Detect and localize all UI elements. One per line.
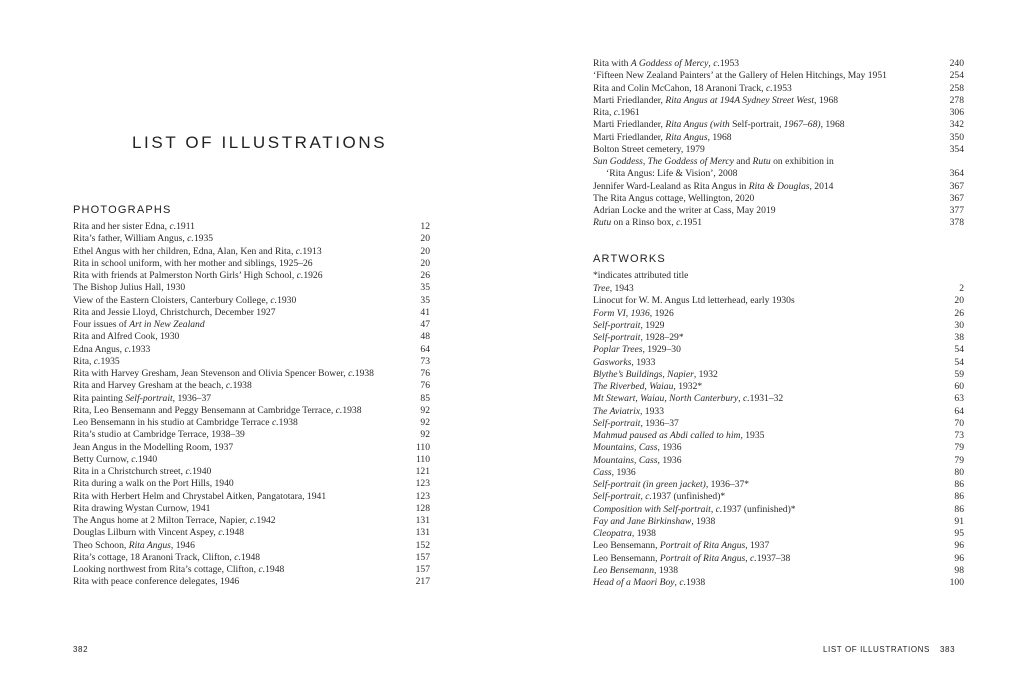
item-caption: Rutu on a Rinso box, c.1951 xyxy=(593,217,703,229)
item-caption: Rita with Herbert Helm and Chrystabel Aitken, Pangatotara, 1941 xyxy=(73,490,327,502)
item-caption: Self-portrait, 1936–37 xyxy=(593,417,679,429)
item-caption: Mahmud paused as Abdi called to him, 1935 xyxy=(593,430,765,441)
item-caption: Leo Bensemann, 1938 xyxy=(593,564,678,576)
left-page-number: 382 xyxy=(73,645,89,654)
list-item xyxy=(593,144,964,156)
item-caption: Rita and Harvey Gresham at the beach, c.1938 xyxy=(73,380,252,392)
item-page-number: 157 xyxy=(415,564,430,575)
item-page-number: 30 xyxy=(954,319,964,331)
item-page-number: 92 xyxy=(420,429,430,441)
item-caption: Rita with peace conference delegates, 1946 xyxy=(73,576,240,588)
item-page-number: 63 xyxy=(954,393,964,405)
item-caption: Mountains, Cass, 1936 xyxy=(593,442,682,454)
list-item xyxy=(73,466,430,478)
item-page-number: 91 xyxy=(954,515,964,527)
list-item xyxy=(593,540,964,552)
list-item xyxy=(593,491,964,503)
list-item xyxy=(73,552,430,564)
list-item xyxy=(73,515,430,527)
list-item xyxy=(593,553,964,565)
list-item xyxy=(593,418,964,430)
item-caption: Marti Friedlander, Rita Angus, 1968 xyxy=(593,131,732,143)
item-page-number: 92 xyxy=(420,404,430,416)
item-caption: Composition with Self-portrait, c.1937 (unfinished)* xyxy=(593,503,796,515)
list-item xyxy=(593,58,964,70)
item-caption: Cass, 1936 xyxy=(593,466,636,478)
list-item xyxy=(593,467,964,479)
item-caption: Four issues of Art in New Zealand xyxy=(73,319,205,330)
item-page-number: 48 xyxy=(420,331,430,343)
item-page-number: 73 xyxy=(954,430,964,441)
list-item xyxy=(73,356,430,368)
item-caption: Rita and Alfred Cook, 1930 xyxy=(73,331,180,343)
artworks-list xyxy=(593,283,964,589)
item-caption: Rita’s studio at Cambridge Terrace, 1938–39 xyxy=(73,429,245,441)
list-item xyxy=(593,455,964,467)
list-item xyxy=(593,95,964,107)
item-caption: Looking northwest from Rita’s cottage, Clifton, c.1948 xyxy=(73,564,285,575)
artworks-heading: ARTWORKS xyxy=(593,253,666,265)
list-item xyxy=(73,221,430,233)
item-page-number: 96 xyxy=(954,552,964,564)
list-item xyxy=(73,478,430,490)
item-page-number: 110 xyxy=(415,441,430,453)
list-item xyxy=(73,576,430,588)
item-caption: Tree, 1943 xyxy=(593,283,634,294)
item-page-number: 378 xyxy=(949,217,964,229)
item-page-number: 59 xyxy=(954,368,964,380)
item-page-number: 152 xyxy=(415,539,430,551)
item-page-number: 367 xyxy=(949,180,964,192)
list-item xyxy=(73,295,430,307)
list-item xyxy=(73,442,430,454)
item-caption: Self-portrait, 1929 xyxy=(593,319,665,331)
item-page-number: 123 xyxy=(415,490,430,502)
item-page-number: 80 xyxy=(954,466,964,478)
item-page-number: 20 xyxy=(420,257,430,269)
item-caption: Fay and Jane Birkinshaw, 1938 xyxy=(593,515,716,527)
item-page-number: 20 xyxy=(420,245,430,257)
list-item xyxy=(593,193,964,205)
item-caption: Rita’s cottage, 18 Aranoni Track, Clifton, c.1948 xyxy=(73,551,261,563)
list-item xyxy=(593,393,964,405)
list-item xyxy=(73,564,430,576)
list-item xyxy=(593,369,964,381)
item-page-number: 35 xyxy=(420,294,430,306)
list-item xyxy=(593,357,964,369)
item-caption: Rita, Leo Bensemann and Peggy Bensemann at Cambridge Terrace, c.1938 xyxy=(73,404,362,416)
item-page-number: 342 xyxy=(949,119,964,131)
item-caption: Rita and her sister Edna, c.1911 xyxy=(73,221,195,232)
list-item xyxy=(593,577,964,589)
item-page-number: 350 xyxy=(949,131,964,143)
list-item xyxy=(593,565,964,577)
item-caption: Ethel Angus with her children, Edna, Alan, Ken and Rita, c.1913 xyxy=(73,245,322,257)
item-page-number: 110 xyxy=(415,453,430,465)
list-item xyxy=(73,368,430,380)
item-page-number: 38 xyxy=(954,332,964,343)
item-page-number: 92 xyxy=(420,417,430,428)
photographs-heading: PHOTOGRAPHS xyxy=(73,204,172,216)
item-caption: Poplar Trees, 1929–30 xyxy=(593,344,681,356)
item-page-number: 73 xyxy=(420,355,430,367)
item-page-number: 12 xyxy=(420,221,430,232)
item-page-number: 367 xyxy=(949,192,964,204)
list-item xyxy=(593,504,964,516)
item-page-number: 76 xyxy=(420,380,430,392)
item-page-number: 86 xyxy=(954,491,964,503)
list-item xyxy=(73,417,430,429)
list-item xyxy=(593,83,964,95)
item-caption: Marti Friedlander, Rita Angus (with Self-portrait, 1967–68), 1968 xyxy=(593,119,845,131)
item-page-number: 70 xyxy=(954,417,964,429)
item-caption: Douglas Lilburn with Vincent Aspey, c.1948 xyxy=(73,527,245,539)
list-item xyxy=(73,344,430,356)
list-item xyxy=(593,156,964,181)
item-page-number: 47 xyxy=(420,319,430,330)
item-caption: ‘Fifteen New Zealand Painters’ at the Gallery of Helen Hitchings, May 1951 xyxy=(593,70,887,82)
item-caption: Linocut for W. M. Angus Ltd letterhead, early 1930s xyxy=(593,295,795,307)
item-page-number: 123 xyxy=(415,478,430,490)
item-page-number: 85 xyxy=(420,392,430,404)
item-caption: The Riverbed, Waiau, 1932* xyxy=(593,381,703,392)
list-item xyxy=(593,107,964,119)
list-item xyxy=(593,132,964,144)
list-item xyxy=(593,283,964,295)
item-caption: Gasworks, 1933 xyxy=(593,356,656,368)
list-item xyxy=(73,380,430,392)
item-caption: Rita with A Goddess of Mercy, c.1953 xyxy=(593,58,740,69)
item-caption: Mt Stewart, Waiau, North Canterbury, c.1931–32 xyxy=(593,393,784,405)
item-caption: Theo Schoon, Rita Angus, 1946 xyxy=(73,539,195,551)
item-page-number: 26 xyxy=(420,270,430,281)
list-item xyxy=(73,503,430,515)
item-page-number: 254 xyxy=(949,70,964,82)
list-item xyxy=(73,405,430,417)
list-item xyxy=(593,320,964,332)
item-caption: Betty Curnow, c.1940 xyxy=(73,453,158,465)
page-title: LIST OF ILLUSTRATIONS xyxy=(132,133,388,152)
list-item xyxy=(593,381,964,393)
item-caption: Marti Friedlander, Rita Angus at 194A Sydney Street West, 1968 xyxy=(593,94,839,106)
item-page-number: 79 xyxy=(954,442,964,454)
item-page-number: 128 xyxy=(415,502,430,514)
item-caption: Rita, c.1961 xyxy=(593,107,640,118)
list-item xyxy=(593,406,964,418)
item-page-number: 278 xyxy=(949,94,964,106)
item-caption: Rita painting Self-portrait, 1936–37 xyxy=(73,392,212,404)
item-caption: Mountains, Cass, 1936 xyxy=(593,454,682,466)
item-page-number: 76 xyxy=(420,368,430,379)
item-page-number: 100 xyxy=(949,577,964,588)
item-page-number: 35 xyxy=(420,282,430,294)
list-item xyxy=(73,270,430,282)
item-page-number: 354 xyxy=(949,143,964,155)
item-caption: Rita with Harvey Gresham, Jean Stevenson and Olivia Spencer Bower, c.1938 xyxy=(73,368,374,379)
list-item xyxy=(593,205,964,217)
item-caption: Sun Goddess, The Goddess of Mercy and Rutu on exhibition in ‘Rita Angus: Life & Vision’, 2008 xyxy=(593,156,834,180)
item-page-number: 79 xyxy=(954,454,964,466)
item-caption: Rita’s father, William Angus, c.1935 xyxy=(73,233,214,245)
list-item xyxy=(73,491,430,503)
item-caption: Self-portrait, c.1937 (unfinished)* xyxy=(593,491,726,503)
item-page-number: 64 xyxy=(954,405,964,417)
item-caption: Adrian Locke and the writer at Cass, May 2019 xyxy=(593,205,776,216)
list-item xyxy=(73,393,430,405)
item-caption: Leo Bensemann, Portrait of Rita Angus, 1937 xyxy=(593,540,770,552)
item-page-number: 157 xyxy=(415,551,430,563)
item-caption: Jean Angus in the Modelling Room, 1937 xyxy=(73,441,234,453)
list-item xyxy=(73,246,430,258)
item-caption: The Bishop Julius Hall, 1930 xyxy=(73,282,186,294)
item-caption: Rita drawing Wystan Curnow, 1941 xyxy=(73,502,211,514)
list-item xyxy=(73,454,430,466)
list-item xyxy=(593,430,964,442)
running-head: LIST OF ILLUSTRATIONS xyxy=(823,645,930,654)
photographs-continued-list xyxy=(593,58,964,230)
item-page-number: 86 xyxy=(954,503,964,515)
list-item xyxy=(73,233,430,245)
item-page-number: 54 xyxy=(954,344,964,356)
list-item xyxy=(73,282,430,294)
item-page-number: 121 xyxy=(415,466,430,477)
list-item xyxy=(593,119,964,131)
item-caption: Cleopatra, 1938 xyxy=(593,528,656,539)
item-caption: Self-portrait, 1928–29* xyxy=(593,332,684,343)
list-item xyxy=(593,181,964,193)
item-caption: View of the Eastern Cloisters, Canterbury College, c.1930 xyxy=(73,294,297,306)
item-page-number: 41 xyxy=(420,306,430,318)
item-caption: Head of a Maori Boy, c.1938 xyxy=(593,577,706,588)
item-page-number: 98 xyxy=(954,564,964,576)
item-caption: Blythe’s Buildings, Napier, 1932 xyxy=(593,368,718,380)
item-caption: Rita, c.1935 xyxy=(73,355,120,367)
item-caption: Leo Bensemann in his studio at Cambridge Terrace c.1938 xyxy=(73,417,298,428)
item-caption: The Angus home at 2 Milton Terrace, Napier, c.1942 xyxy=(73,515,276,526)
item-page-number: 240 xyxy=(949,58,964,69)
item-caption: Edna Angus, c.1933 xyxy=(73,343,151,355)
item-page-number: 131 xyxy=(415,527,430,539)
photographs-list xyxy=(73,221,430,589)
item-page-number: 60 xyxy=(954,381,964,392)
item-page-number: 54 xyxy=(954,356,964,368)
item-page-number: 86 xyxy=(954,479,964,490)
item-caption: Rita with friends at Palmerston North Girls’ High School, c.1926 xyxy=(73,270,323,281)
item-page-number: 26 xyxy=(954,307,964,319)
list-item xyxy=(593,308,964,320)
item-caption: Rita and Colin McCahon, 18 Aranoni Track, c.1953 xyxy=(593,82,792,94)
item-caption: Rita in school uniform, with her mother and siblings, 1925–26 xyxy=(73,257,313,269)
right-page-number: 383 xyxy=(940,645,956,654)
list-item xyxy=(593,442,964,454)
list-item xyxy=(73,429,430,441)
list-item xyxy=(593,70,964,82)
item-caption: Rita in a Christchurch street, c.1940 xyxy=(73,466,212,477)
item-page-number: 306 xyxy=(949,107,964,118)
right-page xyxy=(512,0,1024,693)
item-page-number: 20 xyxy=(420,233,430,245)
item-page-number: 131 xyxy=(415,515,430,526)
item-caption: Rita and Jessie Lloyd, Christchurch, December 1927 xyxy=(73,306,276,318)
item-page-number: 258 xyxy=(949,82,964,94)
item-page-number: 377 xyxy=(949,205,964,216)
item-caption: The Rita Angus cottage, Wellington, 2020 xyxy=(593,192,755,204)
item-page-number: 64 xyxy=(420,343,430,355)
item-caption: Leo Bensemann, Portrait of Rita Angus, c.1937–38 xyxy=(593,552,791,564)
item-caption: Form VI, 1936, 1926 xyxy=(593,307,674,319)
list-item xyxy=(593,217,964,229)
item-caption: The Aviatrix, 1933 xyxy=(593,405,664,417)
list-item xyxy=(593,479,964,491)
item-page-number: 95 xyxy=(954,528,964,539)
item-caption: Bolton Street cemetery, 1979 xyxy=(593,143,705,155)
item-page-number: 96 xyxy=(954,540,964,552)
list-item xyxy=(73,319,430,331)
list-item xyxy=(593,332,964,344)
item-caption: Jennifer Ward-Lealand as Rita Angus in Rita & Douglas, 2014 xyxy=(593,180,834,192)
list-item xyxy=(593,344,964,356)
list-item xyxy=(73,540,430,552)
item-page-number: 2 xyxy=(959,283,964,294)
list-item xyxy=(73,527,430,539)
item-page-number: 217 xyxy=(415,576,430,588)
list-item xyxy=(73,331,430,343)
item-caption: Rita during a walk on the Port Hills, 1940 xyxy=(73,478,234,490)
list-item xyxy=(593,528,964,540)
list-item xyxy=(73,307,430,319)
item-caption: Self-portrait (in green jacket), 1936–37* xyxy=(593,479,750,490)
list-item xyxy=(593,516,964,528)
item-page-number: 20 xyxy=(954,295,964,307)
list-item xyxy=(73,258,430,270)
item-page-number: 364 xyxy=(949,168,964,180)
list-item xyxy=(593,295,964,307)
artworks-note: *indicates attributed title xyxy=(593,270,689,281)
